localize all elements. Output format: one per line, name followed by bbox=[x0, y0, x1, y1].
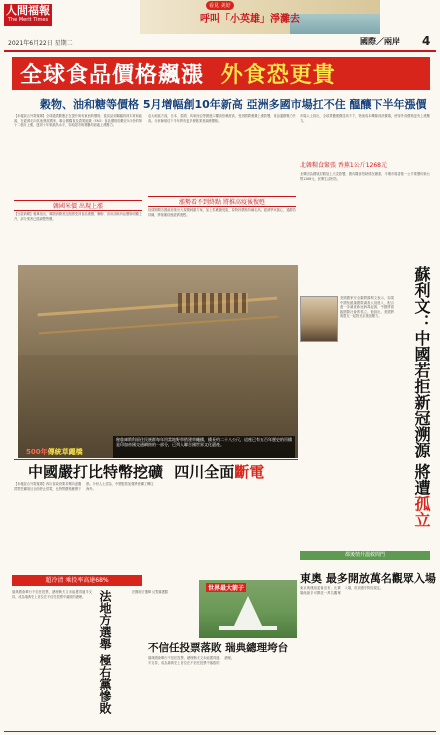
bottom-rule bbox=[4, 731, 436, 732]
crowd-shape bbox=[178, 293, 248, 313]
top-rule bbox=[4, 50, 436, 52]
issue-date: 2021年6月22日 星期二 bbox=[8, 40, 73, 47]
bottom-left-red-bar: 超冷清 乘投率高達68% bbox=[12, 575, 142, 586]
lead-headline[interactable] bbox=[20, 58, 336, 89]
lead-col1-subhead: 韓國米價 出現上漲 bbox=[14, 200, 142, 211]
photo-tag-title: 傳統草繩橋 bbox=[47, 448, 83, 456]
tokyo-olympics-body: 東京奧運組委會宣布，比賽場館最多可開放一萬名觀眾入場，但須遵守防疫規定。 bbox=[300, 586, 383, 595]
second-headline-part1: 中國嚴打比特幣挖礦 bbox=[28, 463, 164, 481]
bottom-vertical-headline[interactable]: 法地方選舉 極右黨慘敗 bbox=[98, 590, 112, 715]
bottom-mid-body: 法國地方選舉 反對黨獲勝 bbox=[132, 590, 169, 594]
lead-col2-text: 亞太地區方面，日本、泰國、馬來西亞等國進口糧食依賴度高，受到國際運費上漲影響，食品通膨壓力升高。分析師預估下半年將有更多餐飲業者調漲價格。 bbox=[148, 114, 296, 123]
masthead bbox=[0, 0, 440, 34]
photo-caption: 秘魯庫斯科原住民族群每年用當地野草搭建草繩橋，橋長約二十八公尺，這座已有五百年歷史的吊橋是印加帝國交通網絡的一部分，已列入聯合國世界文化遺產。 bbox=[113, 436, 295, 458]
banner-badge: 看見 美好 bbox=[206, 1, 234, 10]
lead-headline-main: 全球食品價格飆漲 bbox=[20, 63, 205, 88]
logo-english: The Merit Times bbox=[7, 17, 49, 23]
photo-tag-years: 500年 bbox=[26, 448, 48, 456]
second-body: 【本報綜合外電報導】四川省政府要求轄內虛擬貨幣挖礦項目全面停止供電，比特幣價格應聲下跌。分析人士認為，中國監管加強將使礦工轉往海外。 bbox=[14, 482, 154, 491]
newspaper-logo[interactable] bbox=[4, 4, 52, 26]
lead-col3-text: 市場人士指出，全球貨櫃運費居高不下，物流成本轉嫁到消費端，使得外食價格更有上漲壓力。 bbox=[300, 114, 430, 123]
bottom-left-body: 瑞典國會舉行不信任投票，總理勒夫文未能獲得過半支持，成為瑞典史上首位在不信任投票中落敗的總理。 bbox=[12, 590, 92, 599]
arrow-shape bbox=[233, 596, 263, 628]
banner-title[interactable]: 呼叫「小英雄」淨灘去 bbox=[200, 14, 300, 25]
rope-bridge-photo[interactable] bbox=[18, 265, 298, 458]
commentary-headline[interactable] bbox=[412, 266, 430, 556]
field-photo-tag: 世界最大箭子 bbox=[208, 585, 245, 592]
lead-col2b-text: 疫情期間各國政府推出大規模刺激方案，加上供應鏈受阻，原物料價格持續走高。經濟學家擔心，通膨若持續，將拖累疫後經濟復甦。 bbox=[148, 208, 296, 217]
lead-col1b-text: 【日經新聞】報導指出，韓國消費者近期感受到食品漲價，麵粉、食用油與肉品價格明顯上升，部分業者已經調整售價。 bbox=[14, 212, 142, 221]
commentary-headline-accent: 孤立 bbox=[412, 495, 431, 528]
page-number: 4 bbox=[422, 34, 431, 48]
date-bar bbox=[0, 36, 440, 48]
second-headline[interactable] bbox=[28, 461, 264, 482]
photo-tag bbox=[26, 447, 83, 457]
lead-col3b-text: 北韓因為國境封鎖加上天災影響，國內糧食短缺情況嚴重，平壤市場香蕉一公斤要價約新台幣1268元，民眾生活困苦。 bbox=[300, 172, 430, 181]
logo-chinese: 人間福報 bbox=[6, 4, 50, 17]
lead-subheadline: 穀物、油和糖等價格 5月增幅創10年新高 亞洲多國市場扛不住 醞釀下半年漲價 bbox=[40, 98, 427, 111]
second-headline-accent: 斷電 bbox=[234, 463, 265, 481]
commentary-headline-part2: 中國若拒新冠溯源 將遭 bbox=[412, 330, 431, 496]
banner-sea-image bbox=[290, 14, 380, 34]
speaker-portrait[interactable] bbox=[300, 296, 338, 342]
lead-col2-subhead: 漲勢看不到終點 將推高疫後復甦 bbox=[148, 196, 296, 207]
lead-headline-accent: 外食恐更貴 bbox=[220, 63, 336, 88]
section-name: 國際／兩岸 bbox=[360, 37, 400, 46]
commentary-subbar: 都後情升溫救問門 bbox=[300, 551, 430, 560]
sweden-body: 瑞典國會舉行不信任投票，總理勒夫文未能獲得過半支持，成為瑞典史上首位在不信任投票中落敗的總理。 bbox=[148, 656, 235, 665]
lead-col3-subhead: 北韓糧食緊張 香蕉1公斤1268元 bbox=[300, 162, 387, 169]
commentary-headline-part1: 蘇利文： bbox=[412, 266, 431, 330]
sweden-headline[interactable]: 不信任投票落敗 瑞典總理垮台 bbox=[148, 642, 289, 654]
lead-col1-text: 【本報綜合外電報導】全球通貨膨脹正在提升與有東西的價格，從食品到鋼鐵再到木材和能源，在經濟走向其他發展國家，聯合國糧食及農業組織（FAO）食品價格指數在5月份的第十二個月上漲，達到十年來最高水平，各地超市與餐廳均面臨上漲壓力。 bbox=[14, 114, 142, 128]
commentary-body: 美國國家安全顧問蘇利文表示，如果中國拒絕讓國際調查人員進入，配合進一步調查新冠病毒起源，中國將面臨國際社會的孤立。他指出，美國將與盟友一起對北京施加壓力。 bbox=[340, 296, 394, 319]
arrow-base-shape bbox=[219, 626, 277, 630]
second-headline-part2: 四川全面 bbox=[174, 463, 235, 481]
tokyo-olympics-headline[interactable]: 東奧 最多開放萬名觀眾入場 bbox=[300, 572, 436, 585]
second-rule bbox=[14, 459, 298, 460]
